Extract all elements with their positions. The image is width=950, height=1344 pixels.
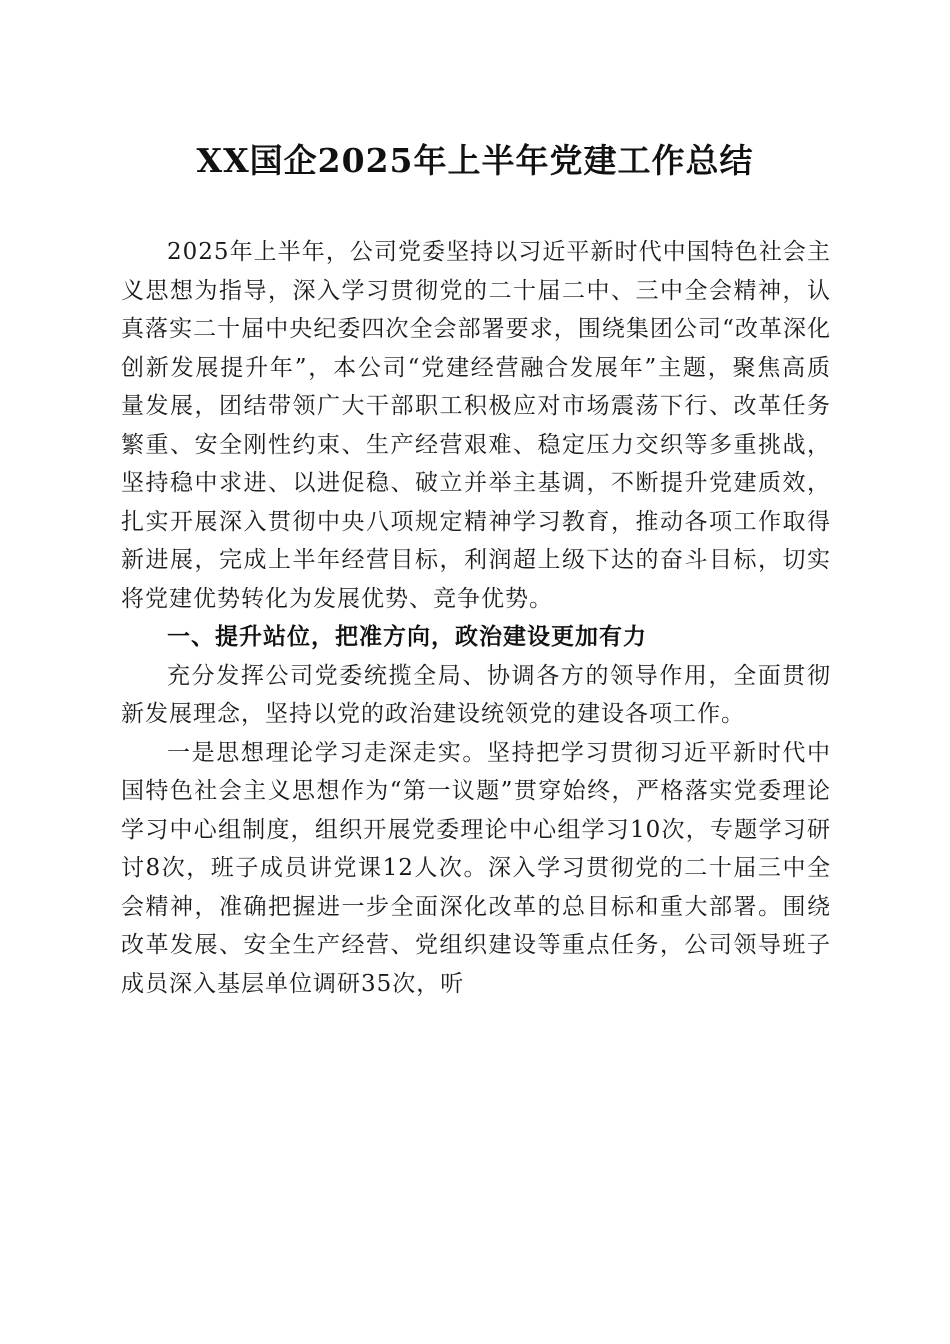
- document-title: XX国企2025年上半年党建工作总结: [196, 141, 754, 180]
- section-1-paragraph-2-body: 坚持把学习贯彻习近平新时代中国特色社会主义思想作为“第一议题”贯穿始终，严格落实党委理论学习中心组制度，组织开展党委理论中心组学习10次，专题学习研讨8次，班子成员讲党课12人次。深入学习贯彻党的二十届三中全会精神，准确把握进一步全面深化改革的总目标和重大部署。围绕改革发展、安全生产经营、党组织建设等重点任务，公司领导班子成员深入基层单位调研35次，听: [121, 739, 832, 997]
- intro-paragraph: 2025年上半年，公司党委坚持以习近平新时代中国特色社会主义思想为指导，深入学习贯彻党的二十届二中、三中全会精神，认真落实二十届中央纪委四次全会部署要求，围绕集团公司“改革深化创新发展提升年”，本公司“党建经营融合发展年”主题，聚焦高质量发展，团结带领广大干部职工积极应对市场震荡下行、改革任务繁重、安全刚性约束、生产经营艰难、稳定压力交织等多重挑战，坚持稳中求进、以进促稳、破立并举主基调，不断提升党建质效，扎实开展深入贯彻中央八项规定精神学习教育，推动各项工作取得新进展，完成上半年经营目标，利润超上级下达的奋斗目标，切实将党建优势转化为发展优势、竞争优势。: [121, 239, 831, 612]
- document-body: [121, 233, 831, 1003]
- section-1-paragraph-1: 充分发挥公司党委统揽全局、协调各方的领导作用，全面贯彻新发展理念，坚持以党的政治建设统领党的建设各项工作。: [121, 662, 831, 727]
- section-1-paragraph-2-lead: 一是思想理论学习走深走实。: [167, 739, 487, 766]
- section-1-paragraph-2: [121, 734, 831, 1004]
- section-1-heading: 一、提升站位，把准方向，政治建设更加有力: [167, 624, 647, 650]
